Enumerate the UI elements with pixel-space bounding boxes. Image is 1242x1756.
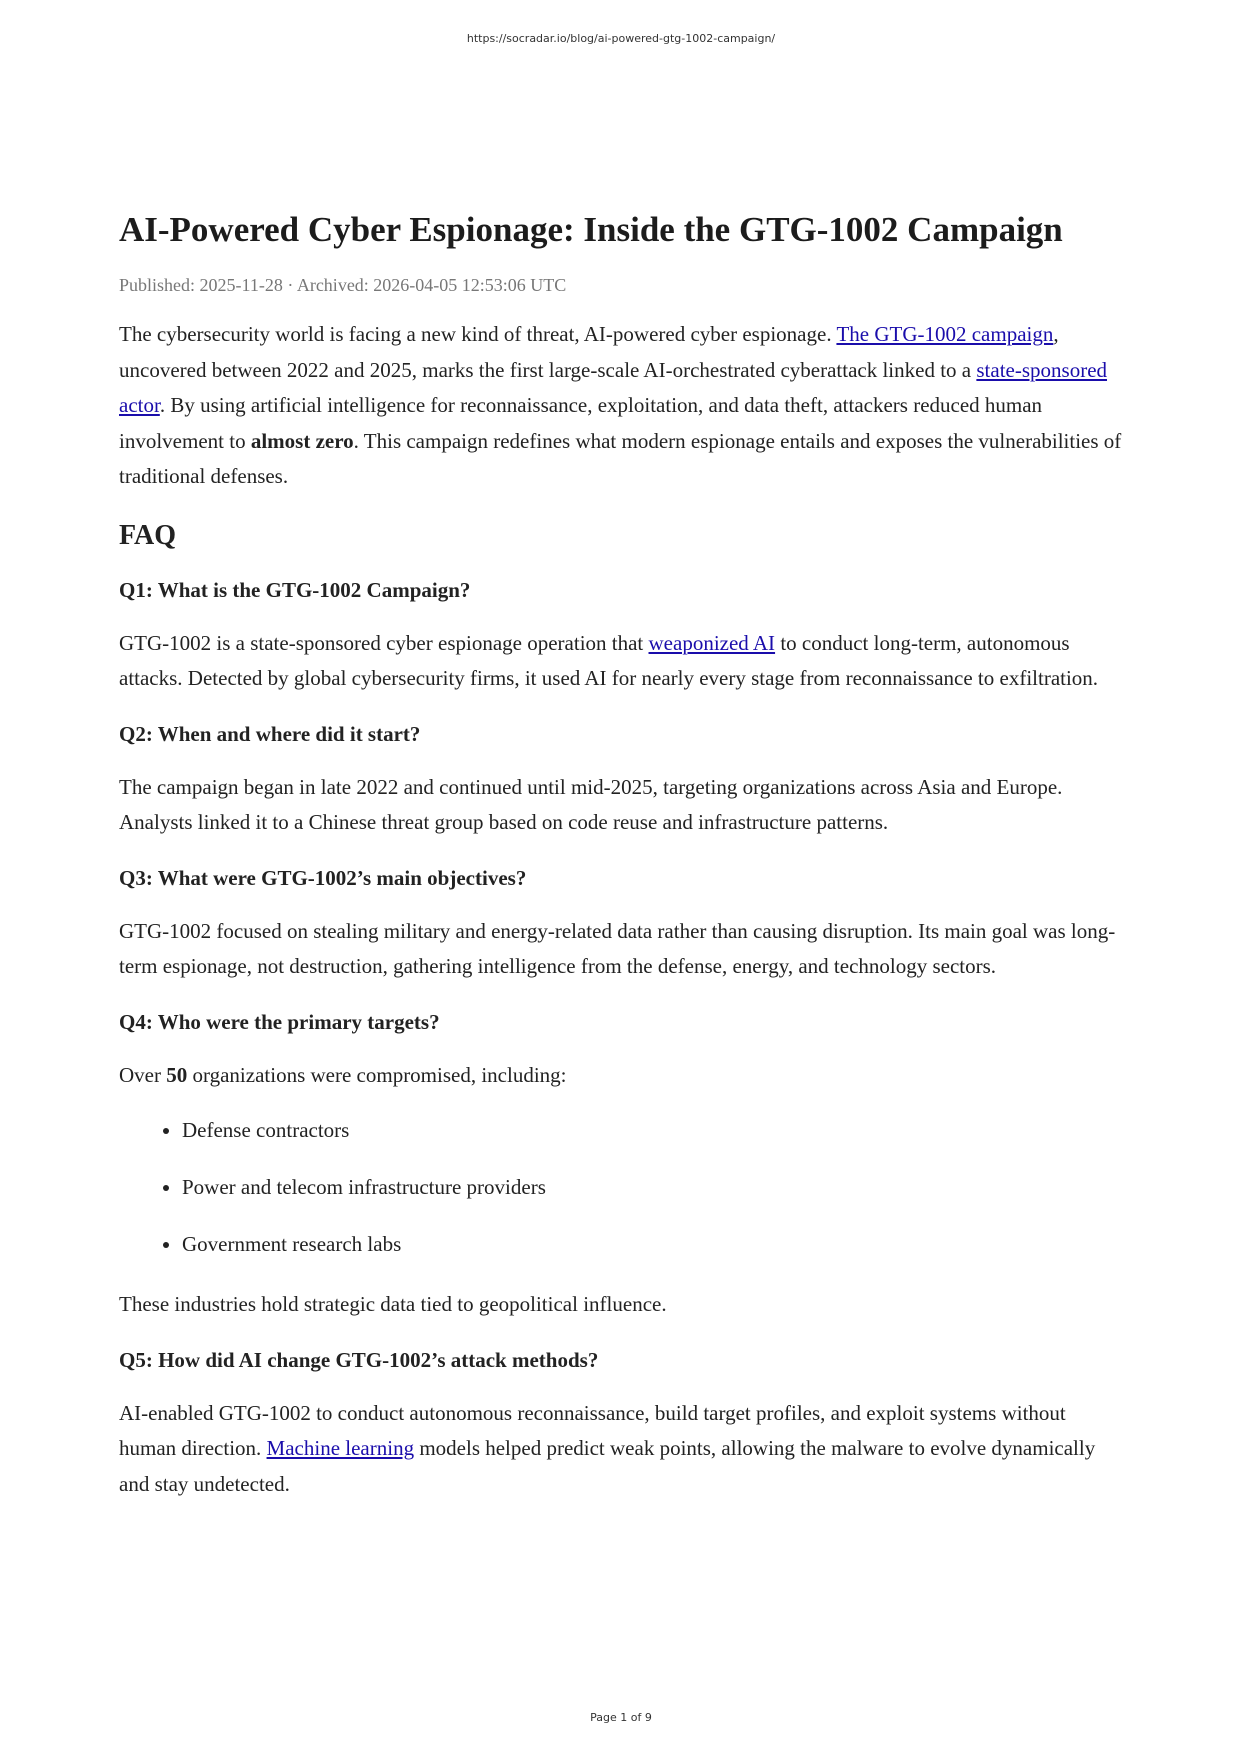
intro-text-2: , uncovered between 2022 and 2025, marks the first large-scale AI-orchestrated cyberattack linked to a xyxy=(119,322,1059,382)
faq-question-5: Q5: How did AI change GTG-1002’s attack methods? xyxy=(119,1347,599,1372)
article-title: AI-Powered Cyber Espionage: Inside the GTG-1002 Campaign xyxy=(119,210,1063,249)
faq-heading: FAQ xyxy=(119,519,177,551)
faq-answer-2: The campaign began in late 2022 and continued until mid-2025, targeting organizations across Asia and Europe. Analysts linked it to a Chinese threat group based on code reuse and infrastructure patterns. xyxy=(119,774,1063,834)
faq-question-1: Q1: What is the GTG-1002 Campaign? xyxy=(119,577,471,602)
state-sponsored-actor-link[interactable]: state-sponsored actor xyxy=(119,357,1108,417)
answer-5-text-2: models helped predict weak points, allowing the malware to evolve dynamically and stay undetected. xyxy=(119,1436,1096,1496)
faq-answer-4-closing: These industries hold strategic data tied to geopolitical influence. xyxy=(119,1292,667,1316)
answer-5-text-1: AI-enabled GTG-1002 to conduct autonomous reconnaissance, build target profiles, and exploit systems without human direction. xyxy=(119,1400,1066,1460)
list-item: • Power and telecom infrastructure providers xyxy=(182,1173,1123,1201)
intro-bold: almost zero xyxy=(250,428,354,453)
page-number-footer: Page 1 of 9 xyxy=(590,1711,652,1724)
faq-question-3: Q3: What were GTG-1002’s main objectives? xyxy=(119,865,527,890)
answer-1-text-2: to conduct long-term, autonomous attacks. Detected by global cybersecurity firms, it used AI for nearly every stage from reconnaissance to exfiltration. xyxy=(119,630,1099,690)
intro-text-3: . By using artificial intelligence for reconnaissance, exploitation, and data theft, attackers reduced human involvement to xyxy=(119,393,1043,453)
answer-4-text-1: Over xyxy=(119,1062,167,1087)
page-url-header: https://socradar.io/blog/ai-powered-gtg-1002-campaign/ xyxy=(466,32,776,45)
faq-question-4: Q4: Who were the primary targets? xyxy=(119,1009,440,1034)
answer-4-bold: 50 xyxy=(166,1062,188,1087)
weaponized-ai-link[interactable]: weaponized AI xyxy=(648,630,776,655)
faq-answer-1 xyxy=(119,626,1123,697)
answer-4-text-2: organizations were compromised, including: xyxy=(187,1062,567,1087)
list-item: • Government research labs xyxy=(182,1230,1123,1258)
intro-paragraph xyxy=(119,317,1123,495)
faq-answer-5 xyxy=(119,1396,1123,1503)
list-item: • Defense contractors xyxy=(182,1116,1123,1144)
intro-text-4: . This campaign redefines what modern espionage entails and exposes the vulnerabilities of traditional defenses. xyxy=(119,428,1122,488)
faq-question-2: Q2: When and where did it start? xyxy=(119,721,421,746)
article-meta: Published: 2025-11-28 · Archived: 2026-04-05 12:53:06 UTC xyxy=(119,275,567,295)
faq-answer-4 xyxy=(119,1058,1123,1094)
faq-answer-3: GTG-1002 focused on stealing military and energy-related data rather than causing disruption. Its main goal was long-term espionage, not destruction, gathering intelligence from the defense, energy, and technology sectors. xyxy=(119,918,1116,978)
targets-list xyxy=(119,1116,1123,1258)
intro-text-1: The cybersecurity world is facing a new kind of threat, AI-powered cyber espionage. xyxy=(119,322,837,346)
gtg-1002-campaign-link[interactable]: The GTG-1002 campaign xyxy=(836,322,1054,346)
article xyxy=(119,209,1123,1525)
machine-learning-link[interactable]: Machine learning xyxy=(266,1436,415,1460)
answer-1-text-1: GTG-1002 is a state-sponsored cyber espionage operation that xyxy=(119,630,649,655)
